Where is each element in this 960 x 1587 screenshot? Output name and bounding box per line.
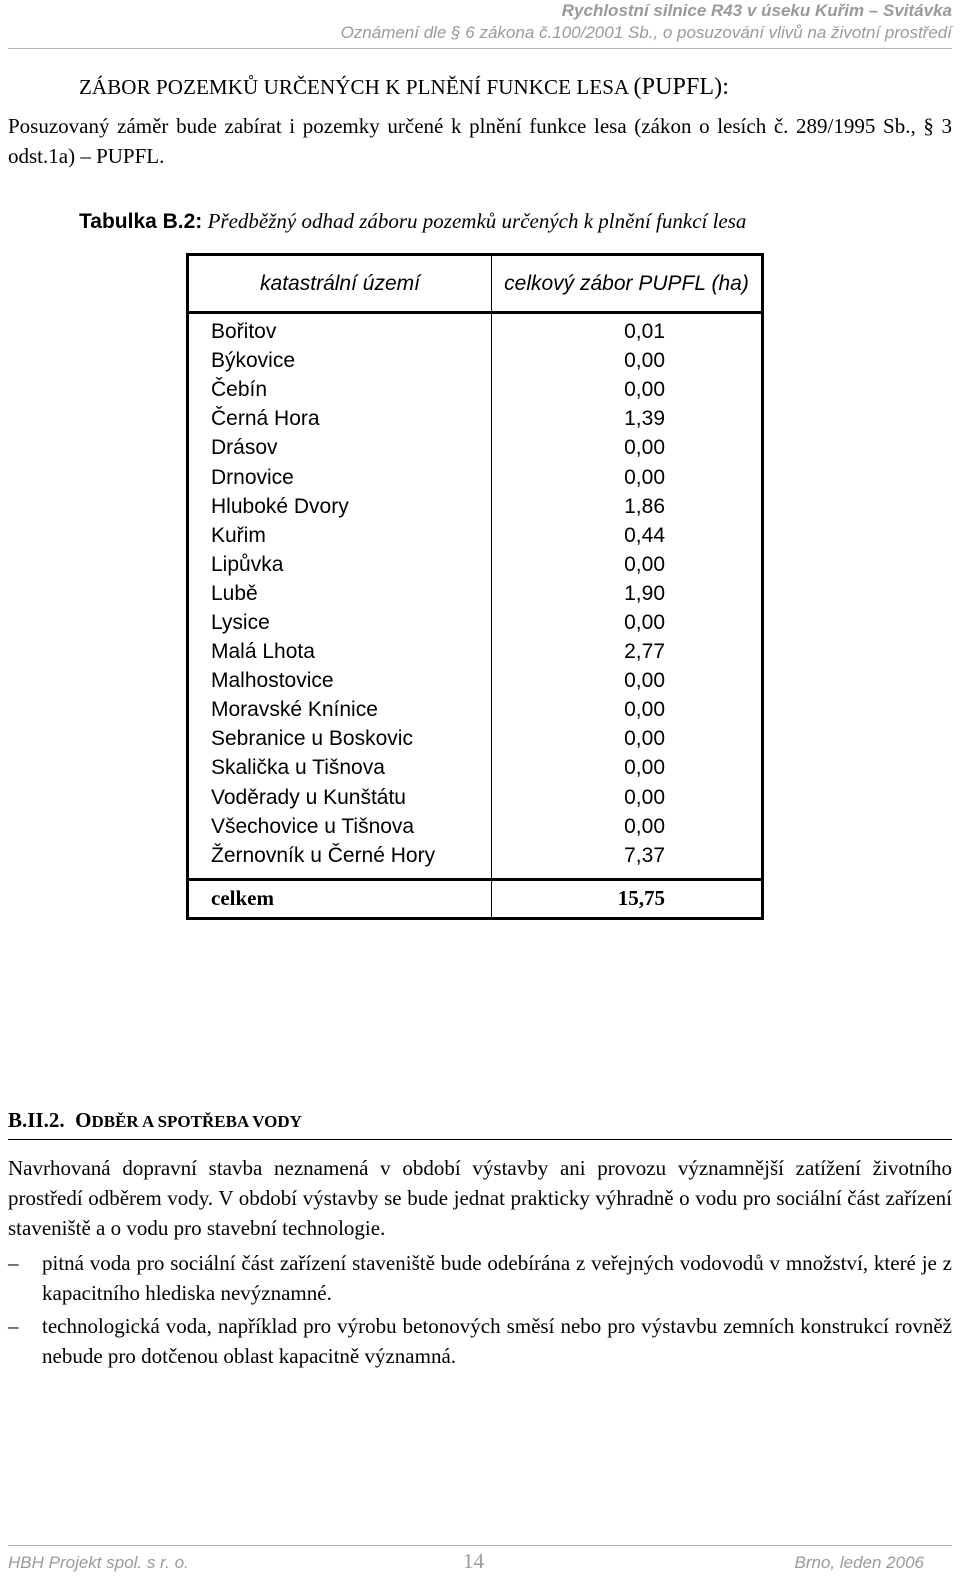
water-paragraph: Navrhovaná dopravní stavba neznamená v období výstavby ani provozu významnější zatížení životního prostředí odběrem vody. V období výstavby se bude jednat prakticky výhradně o vodu pro sociální část zařízení staveniště a o vodu pro stavební technologie.: [8, 1156, 952, 1240]
intro-paragraph: Posuzovaný záměr bude zabírat i pozemky určené k plnění funkce lesa (zákon o lesích č. 289/1995 Sb., § 3 odst.1a) – PUPFL.: [8, 114, 952, 168]
cadastral-name: Čebín: [188, 375, 492, 404]
cadastral-name: Lysice: [188, 608, 492, 637]
footer-divider: [8, 1545, 952, 1546]
table-row: [188, 579, 763, 608]
area-value: 0,01: [492, 313, 763, 347]
header-divider: [8, 48, 952, 49]
pupfl-table: [186, 253, 764, 920]
table-row: [188, 462, 763, 491]
table-row: [188, 433, 763, 462]
area-value: 1,39: [492, 404, 763, 433]
water-title-rest: DBĚR A SPOTŘEBA VODY: [91, 1112, 302, 1131]
cadastral-name: Lipůvka: [188, 550, 492, 579]
area-value: 0,00: [492, 462, 763, 491]
area-value: 0,00: [492, 783, 763, 812]
list-item: [8, 1311, 952, 1371]
area-value: 0,00: [492, 550, 763, 579]
water-title-first: O: [75, 1108, 92, 1132]
table-row: [188, 812, 763, 841]
list-item-text: technologická voda, například pro výrobu betonových směsí nebo pro výstavbu zemních konstrukcí rovněž nebude pro dotčenou oblast kapacitně významná.: [42, 1314, 952, 1368]
footer-company: HBH Projekt spol. s r. o.: [8, 1553, 189, 1572]
table-row: [188, 637, 763, 666]
cadastral-name: Malhostovice: [188, 666, 492, 695]
table-row: [188, 724, 763, 753]
cadastral-name: Moravské Knínice: [188, 695, 492, 724]
section-title-suffix: (PUPFL):: [633, 74, 730, 100]
area-value: 0,00: [492, 812, 763, 841]
table-row: [188, 695, 763, 724]
cadastral-name: Skalička u Tišnova: [188, 753, 492, 782]
area-value: 0,00: [492, 724, 763, 753]
area-value: 0,00: [492, 753, 763, 782]
area-value: 1,86: [492, 492, 763, 521]
water-section-number: B.II.2.: [8, 1108, 65, 1132]
area-value: 0,00: [492, 666, 763, 695]
cadastral-name: Voděrady u Kunštátu: [188, 783, 492, 812]
cadastral-name: Lubě: [188, 579, 492, 608]
list-item: [8, 1248, 952, 1308]
table-caption-label: Tabulka B.2:: [79, 210, 203, 233]
area-value: 2,77: [492, 637, 763, 666]
cadastral-name: Hluboké Dvory: [188, 492, 492, 521]
cadastral-name: Drnovice: [188, 462, 492, 491]
dash-bullet: –: [8, 1251, 19, 1275]
area-value: 0,00: [492, 608, 763, 637]
cadastral-name: Bořitov: [188, 313, 492, 347]
table-row: [188, 375, 763, 404]
table-row: [188, 404, 763, 433]
table-header-row: [188, 255, 763, 313]
cadastral-name: Býkovice: [188, 346, 492, 375]
cadastral-name: Všechovice u Tišnova: [188, 812, 492, 841]
area-value: 0,00: [492, 695, 763, 724]
table-row: [188, 666, 763, 695]
table-row: [188, 492, 763, 521]
header-document-type: Oznámení dle § 6 zákona č.100/2001 Sb., o posuzování vlivů na životní prostředí: [340, 23, 952, 42]
table-row: [188, 313, 763, 347]
total-value: 15,75: [492, 879, 763, 918]
cadastral-name: Sebranice u Boskovic: [188, 724, 492, 753]
section-title: [79, 74, 729, 101]
table-row: [188, 753, 763, 782]
table-row: [188, 783, 763, 812]
table-caption: [79, 209, 746, 234]
col-header-area: celkový zábor PUPFL (ha): [492, 255, 763, 313]
page-number: 14: [463, 1549, 484, 1573]
col-header-cadastral: katastrální území: [188, 255, 492, 313]
cadastral-name: Černá Hora: [188, 404, 492, 433]
cadastral-name: Malá Lhota: [188, 637, 492, 666]
cadastral-name: Drásov: [188, 433, 492, 462]
total-label: celkem: [188, 879, 492, 918]
cadastral-name: Kuřim: [188, 521, 492, 550]
area-value: 0,00: [492, 346, 763, 375]
area-value: 0,00: [492, 375, 763, 404]
area-value: 7,37: [492, 841, 763, 880]
water-section-heading: [8, 1108, 952, 1140]
table-total-row: [188, 879, 763, 918]
list-item-text: pitná voda pro sociální část zařízení staveniště bude odebírána z veřejných vodovodů v množství, které je z kapacitního hlediska nevýznamné.: [42, 1251, 952, 1305]
table-row: [188, 608, 763, 637]
area-value: 1,90: [492, 579, 763, 608]
area-value: 0,44: [492, 521, 763, 550]
table-row: [188, 841, 763, 880]
table-row: [188, 550, 763, 579]
section-title-main: ZÁBOR POZEMKŮ URČENÝCH K PLNĚNÍ FUNKCE LESA: [79, 75, 629, 99]
header-project-title: Rychlostní silnice R43 v úseku Kuřim – Svitávka: [561, 1, 952, 20]
area-value: 0,00: [492, 433, 763, 462]
dash-bullet: –: [8, 1314, 19, 1338]
footer-place-date: Brno, leden 2006: [794, 1553, 924, 1572]
cadastral-name: Žernovník u Černé Hory: [188, 841, 492, 880]
table-caption-text: Předběžný odhad záboru pozemků určených k plnění funkcí lesa: [207, 209, 747, 233]
page-header: [341, 0, 952, 44]
table-row: [188, 521, 763, 550]
table-row: [188, 346, 763, 375]
